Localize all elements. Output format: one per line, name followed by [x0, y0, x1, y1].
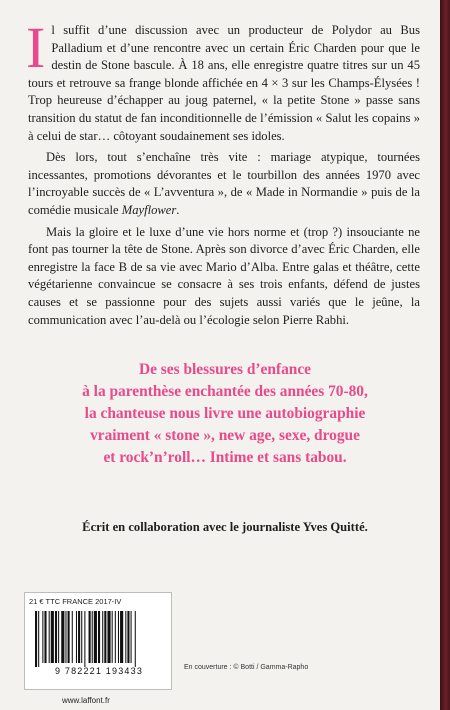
barcode-panel	[24, 592, 172, 690]
publisher-website: www.laffont.fr	[62, 696, 110, 705]
isbn-number: 9 782221 193433	[54, 666, 144, 676]
tagline-line-3: la chanteuse nous livre une autobiographie	[84, 405, 366, 422]
paragraph-1	[26, 15, 420, 145]
paragraph-2	[28, 149, 420, 219]
tagline-line-2: à la parenthèse enchantée des années 70-80,	[82, 383, 368, 400]
tagline-line-5: et rock’n’roll… Intime et sans tabou.	[103, 449, 347, 466]
paragraph-2-end: .	[176, 202, 180, 217]
barcode-icon	[35, 611, 163, 667]
pink-tagline	[40, 359, 410, 469]
blurb-text	[26, 15, 420, 333]
collaboration-note: Écrit en collaboration avec le journaliste Yves Quitté.	[82, 520, 368, 534]
tagline-line-4: vraiment « stone », new age, sexe, drogue	[90, 427, 360, 444]
spine-edge	[440, 0, 450, 710]
cover-photo-credit: En couverture : © Botti / Gamma-Rapho	[184, 664, 309, 671]
paragraph-1-text: l suffit d’une discussion avec un producteur de Polydor au Bus Palladium et d’une rencontre avec un certain Éric Charden pour que le destin de Stone bascule. À 18 ans, elle enregistre quatre titres sur un 45 tours et retrouve sa frange blonde affichée en 4 × 3 sur les Champs-Élysées ! Trop heureuse d’échapper au joug paternel, « la petite Stone » passe sans transition du statut de fan inconditionnelle de l’émission « Salut les copains » à celui de star… côtoyant soudainement ses idoles.	[28, 23, 420, 143]
price-label: 21 € TTC FRANCE 2017-IV	[29, 597, 122, 606]
tagline-line-1: De ses blessures d’enfance	[139, 361, 311, 378]
musical-title: Mayflower	[121, 202, 177, 217]
paragraph-2-text: Dès lors, tout s’enchaîne très vite : mariage atypique, tournées incessantes, promotions dévorantes et le tourbillon des années 1970 avec l’incroyable succès de « L’avventura », de « Made in Normandie » puis de la comédie musicale	[28, 150, 420, 217]
dropcap-letter: I	[26, 15, 46, 80]
paragraph-3: Mais la gloire et le luxe d’une vie hors norme et (trop ?) insouciante ne font pas tourner la tête de Stone. Après son divorce d’avec Éric Charden, elle enregistre la face B de sa vie avec Mario d’Alba. Entre galas et théâtre, cette végétarienne convaincue se consacre à ses trois enfants, défend de justes causes et se passionne pour des sujets aussi variés que le jeûne, la communication avec l’au-delà ou l’écologie selon Pierre Rabhi.	[28, 224, 420, 327]
